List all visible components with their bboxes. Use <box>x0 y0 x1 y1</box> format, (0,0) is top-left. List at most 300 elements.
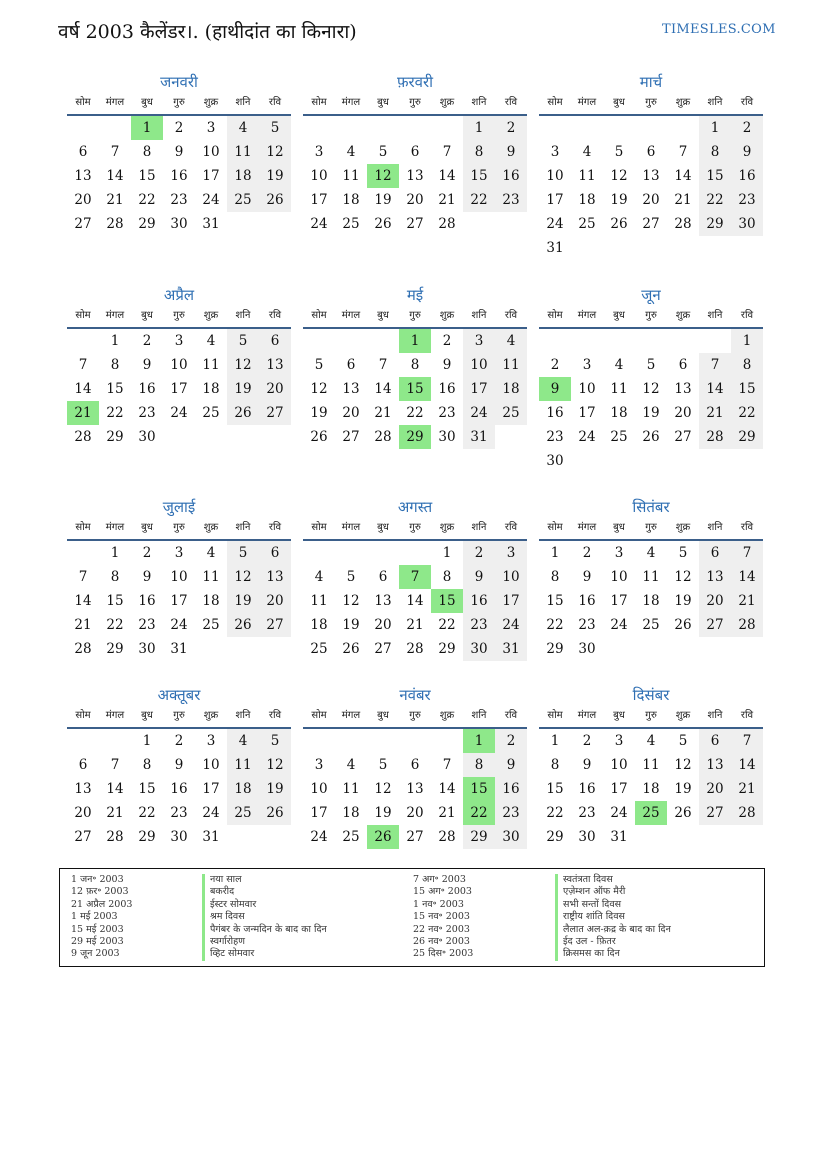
day-cell: 29 <box>546 829 564 845</box>
day-cell: 25 <box>310 641 328 657</box>
day-cell: 9 <box>582 569 592 585</box>
day-cell: 12 <box>227 353 259 377</box>
month-block <box>539 70 763 260</box>
day-cell: 13 <box>406 168 424 184</box>
day-cell: 30 <box>438 429 456 445</box>
day-cell: 26 <box>674 617 692 633</box>
weekday-label: बुध <box>377 97 389 108</box>
day-cell: 21 <box>674 192 692 208</box>
weekday-label: रवि <box>504 522 518 533</box>
day-cell: 25 <box>578 216 596 232</box>
day-cell: 25 <box>227 188 259 212</box>
holiday-day-cell: 9 <box>539 377 571 401</box>
day-cell: 14 <box>699 377 731 401</box>
holiday-dates-right <box>413 874 473 961</box>
day-cell: 10 <box>170 357 188 373</box>
day-cell: 16 <box>138 381 156 397</box>
day-cell: 2 <box>142 545 152 561</box>
empty-cell <box>99 116 131 140</box>
day-cell: 20 <box>374 617 392 633</box>
day-cell: 22 <box>699 188 731 212</box>
day-cell: 6 <box>699 729 731 753</box>
day-cell: 27 <box>406 216 424 232</box>
day-grid <box>303 329 527 449</box>
empty-cell <box>367 329 399 353</box>
month-block <box>539 683 763 849</box>
day-cell: 29 <box>438 641 456 657</box>
day-cell: 29 <box>463 825 495 849</box>
holiday-dates-left <box>71 874 132 961</box>
day-cell: 10 <box>170 569 188 585</box>
day-cell: 27 <box>374 641 392 657</box>
empty-cell <box>259 637 291 661</box>
day-cell: 2 <box>495 116 527 140</box>
empty-cell <box>163 425 195 449</box>
empty-cell <box>399 541 431 565</box>
day-cell: 28 <box>674 216 692 232</box>
day-cell: 18 <box>202 593 220 609</box>
weekday-label: मंगल <box>105 710 125 721</box>
day-cell: 30 <box>731 212 763 236</box>
weekday-label: मंगल <box>341 710 361 721</box>
month-name: सितंबर <box>632 498 670 516</box>
day-cell: 14 <box>731 753 763 777</box>
day-cell: 19 <box>674 781 692 797</box>
weekday-label: रवि <box>268 522 282 533</box>
day-cell: 19 <box>610 192 628 208</box>
holiday-day-cell: 29 <box>399 425 431 449</box>
empty-cell <box>667 116 699 140</box>
day-cell: 30 <box>138 641 156 657</box>
day-cell: 24 <box>310 216 328 232</box>
day-cell: 28 <box>74 429 92 445</box>
day-cell: 23 <box>170 192 188 208</box>
day-cell: 13 <box>674 381 692 397</box>
day-cell: 5 <box>614 144 624 160</box>
day-cell: 5 <box>678 733 688 749</box>
day-grid <box>303 541 527 661</box>
weekday-label: रवि <box>504 310 518 321</box>
day-cell: 28 <box>699 425 731 449</box>
empty-cell <box>571 449 603 473</box>
day-cell: 27 <box>642 216 660 232</box>
day-cell: 26 <box>310 429 328 445</box>
weekday-label: रवि <box>504 710 518 721</box>
weekday-label: गुरु <box>173 310 185 321</box>
day-cell: 7 <box>731 729 763 753</box>
empty-cell <box>699 825 731 849</box>
empty-cell <box>571 116 603 140</box>
empty-cell <box>335 329 367 353</box>
day-cell: 18 <box>578 192 596 208</box>
day-cell: 22 <box>106 405 124 421</box>
day-cell: 1 <box>463 116 495 140</box>
day-cell: 19 <box>227 377 259 401</box>
weekday-label: गुरु <box>409 710 421 721</box>
day-cell: 24 <box>202 805 220 821</box>
day-cell: 13 <box>74 168 92 184</box>
day-cell: 26 <box>642 429 660 445</box>
weekday-label: सोम <box>311 310 327 321</box>
day-cell: 3 <box>463 329 495 353</box>
day-cell: 24 <box>170 617 188 633</box>
day-cell: 28 <box>406 641 424 657</box>
weekday-label: रवि <box>740 97 754 108</box>
weekday-label: शुक्र <box>203 710 219 721</box>
day-cell: 30 <box>578 641 596 657</box>
weekday-header <box>303 94 527 116</box>
weekday-label: मंगल <box>577 522 597 533</box>
day-cell: 18 <box>342 192 360 208</box>
day-cell: 22 <box>138 805 156 821</box>
weekday-label: सोम <box>547 522 563 533</box>
day-cell: 6 <box>646 144 656 160</box>
empty-cell <box>667 449 699 473</box>
day-cell: 11 <box>495 353 527 377</box>
day-cell: 6 <box>678 357 688 373</box>
day-cell: 3 <box>206 733 216 749</box>
day-cell: 2 <box>442 333 452 349</box>
day-cell: 8 <box>463 140 495 164</box>
empty-cell <box>67 729 99 753</box>
holiday-day-cell: 1 <box>399 329 431 353</box>
empty-cell <box>699 449 731 473</box>
day-cell: 19 <box>259 164 291 188</box>
day-grid <box>539 116 763 260</box>
weekday-label: बुध <box>141 97 153 108</box>
day-cell: 18 <box>642 593 660 609</box>
weekday-header <box>539 707 763 729</box>
weekday-label: शनि <box>707 710 723 721</box>
day-cell: 4 <box>206 333 216 349</box>
weekday-label: शनि <box>235 522 251 533</box>
empty-cell <box>303 116 335 140</box>
day-cell: 27 <box>406 829 424 845</box>
empty-cell <box>367 116 399 140</box>
day-cell: 31 <box>546 240 564 256</box>
weekday-label: शनि <box>707 522 723 533</box>
day-cell: 9 <box>731 140 763 164</box>
day-cell: 20 <box>642 192 660 208</box>
day-cell: 17 <box>202 781 220 797</box>
day-cell: 3 <box>614 545 624 561</box>
day-cell: 17 <box>463 377 495 401</box>
day-cell: 28 <box>374 429 392 445</box>
weekday-label: रवि <box>504 97 518 108</box>
day-cell: 30 <box>578 829 596 845</box>
day-cell: 2 <box>174 733 184 749</box>
day-cell: 3 <box>314 144 324 160</box>
day-cell: 29 <box>138 216 156 232</box>
weekday-label: गुरु <box>645 522 657 533</box>
holiday-day-cell: 15 <box>463 777 495 801</box>
weekday-header <box>67 94 291 116</box>
day-cell: 21 <box>74 617 92 633</box>
day-cell: 8 <box>550 569 560 585</box>
day-cell: 18 <box>202 381 220 397</box>
day-cell: 4 <box>346 757 356 773</box>
holiday-day-cell: 15 <box>399 377 431 401</box>
day-cell: 11 <box>642 757 660 773</box>
holiday-name: पैगंबर के जन्मदिन के बाद का दिन <box>202 924 327 936</box>
day-cell: 23 <box>138 405 156 421</box>
day-cell: 28 <box>731 613 763 637</box>
day-cell: 31 <box>170 641 188 657</box>
day-cell: 8 <box>699 140 731 164</box>
day-cell: 23 <box>546 429 564 445</box>
month-name: मार्च <box>639 73 663 91</box>
day-cell: 7 <box>110 144 120 160</box>
day-cell: 21 <box>374 405 392 421</box>
day-cell: 28 <box>731 801 763 825</box>
empty-cell <box>335 541 367 565</box>
weekday-label: गुरु <box>409 310 421 321</box>
day-cell: 10 <box>202 757 220 773</box>
day-cell: 1 <box>142 733 152 749</box>
day-cell: 21 <box>731 777 763 801</box>
empty-cell <box>399 729 431 753</box>
day-cell: 2 <box>495 729 527 753</box>
holiday-date: 7 अग॰ 2003 <box>413 874 466 885</box>
day-cell: 10 <box>463 353 495 377</box>
day-cell: 29 <box>106 641 124 657</box>
month-name: अक्तूबर <box>157 686 201 704</box>
weekday-label: शुक्र <box>675 522 691 533</box>
day-cell: 9 <box>495 753 527 777</box>
day-cell: 27 <box>259 613 291 637</box>
day-cell: 5 <box>259 729 291 753</box>
weekday-label: मंगल <box>341 310 361 321</box>
day-cell: 1 <box>442 545 452 561</box>
day-cell: 1 <box>699 116 731 140</box>
empty-cell <box>67 116 99 140</box>
weekday-label: गुरु <box>645 710 657 721</box>
weekday-label: मंगल <box>341 522 361 533</box>
holiday-date: 15 अग॰ 2003 <box>413 886 472 898</box>
day-cell: 4 <box>582 144 592 160</box>
empty-cell <box>431 729 463 753</box>
day-cell: 20 <box>259 589 291 613</box>
day-cell: 20 <box>699 589 731 613</box>
day-cell: 5 <box>314 357 324 373</box>
day-cell: 18 <box>227 164 259 188</box>
day-cell: 5 <box>227 541 259 565</box>
day-cell: 17 <box>310 805 328 821</box>
day-grid <box>539 329 763 473</box>
day-cell: 15 <box>731 377 763 401</box>
empty-cell <box>603 116 635 140</box>
day-cell: 23 <box>495 188 527 212</box>
day-cell: 19 <box>642 405 660 421</box>
weekday-label: रवि <box>740 310 754 321</box>
empty-cell <box>667 329 699 353</box>
day-cell: 27 <box>74 829 92 845</box>
day-cell: 15 <box>106 593 124 609</box>
empty-cell <box>731 449 763 473</box>
day-cell: 15 <box>138 781 156 797</box>
empty-cell <box>99 729 131 753</box>
day-cell: 14 <box>731 565 763 589</box>
empty-cell <box>335 116 367 140</box>
day-cell: 20 <box>674 405 692 421</box>
day-cell: 26 <box>610 216 628 232</box>
day-cell: 16 <box>495 164 527 188</box>
weekday-label: शनि <box>707 97 723 108</box>
weekday-label: गुरु <box>409 522 421 533</box>
day-cell: 3 <box>206 120 216 136</box>
empty-cell <box>731 637 763 661</box>
weekday-label: मंगल <box>105 310 125 321</box>
weekday-label: मंगल <box>577 310 597 321</box>
day-cell: 24 <box>546 216 564 232</box>
empty-cell <box>635 825 667 849</box>
weekday-label: शनि <box>471 310 487 321</box>
holiday-name: ईस्टर सोमवार <box>202 899 327 911</box>
day-cell: 6 <box>378 569 388 585</box>
day-cell: 3 <box>495 541 527 565</box>
day-cell: 13 <box>74 781 92 797</box>
day-cell: 5 <box>259 116 291 140</box>
brand-link[interactable]: TIMESLES.COM <box>662 22 776 37</box>
month-block <box>67 70 291 236</box>
month-name: फ़रवरी <box>396 73 434 91</box>
day-cell: 26 <box>342 641 360 657</box>
day-cell: 12 <box>642 381 660 397</box>
day-cell: 23 <box>578 617 596 633</box>
day-cell: 20 <box>406 192 424 208</box>
month-block <box>303 283 527 449</box>
day-cell: 21 <box>699 401 731 425</box>
day-cell: 12 <box>259 753 291 777</box>
day-cell: 27 <box>699 613 731 637</box>
day-grid <box>67 329 291 449</box>
day-cell: 25 <box>642 617 660 633</box>
day-cell: 13 <box>342 381 360 397</box>
weekday-label: शनि <box>471 97 487 108</box>
day-cell: 12 <box>374 781 392 797</box>
day-cell: 14 <box>106 168 124 184</box>
holiday-name: स्वतंत्रता दिवस <box>555 874 671 886</box>
weekday-label: सोम <box>75 310 91 321</box>
empty-cell <box>603 329 635 353</box>
holiday-name: ईद उल - फ़ितर <box>555 936 671 948</box>
day-cell: 29 <box>699 212 731 236</box>
weekday-label: रवि <box>268 310 282 321</box>
day-cell: 30 <box>495 825 527 849</box>
day-cell: 4 <box>206 545 216 561</box>
weekday-label: गुरु <box>173 710 185 721</box>
holiday-name: बकरीद <box>202 886 327 898</box>
month-name: जुलाई <box>162 498 196 516</box>
day-cell: 6 <box>410 757 420 773</box>
day-grid <box>539 729 763 849</box>
day-cell: 12 <box>342 593 360 609</box>
empty-cell <box>603 637 635 661</box>
day-cell: 15 <box>546 781 564 797</box>
day-cell: 31 <box>202 216 220 232</box>
weekday-header <box>539 307 763 329</box>
day-cell: 10 <box>310 781 328 797</box>
day-cell: 12 <box>674 569 692 585</box>
day-cell: 12 <box>674 757 692 773</box>
day-cell: 20 <box>406 805 424 821</box>
day-cell: 27 <box>342 429 360 445</box>
day-cell: 13 <box>259 565 291 589</box>
day-cell: 15 <box>699 164 731 188</box>
day-cell: 5 <box>227 329 259 353</box>
day-cell: 26 <box>259 188 291 212</box>
day-cell: 8 <box>410 357 420 373</box>
empty-cell <box>731 825 763 849</box>
day-cell: 11 <box>578 168 596 184</box>
holiday-name: सभी सन्तों दिवस <box>555 899 671 911</box>
weekday-label: सोम <box>75 522 91 533</box>
month-block <box>67 283 291 449</box>
day-cell: 8 <box>142 757 152 773</box>
empty-cell <box>699 637 731 661</box>
day-cell: 6 <box>78 757 88 773</box>
day-cell: 8 <box>442 569 452 585</box>
day-cell: 22 <box>731 401 763 425</box>
day-cell: 2 <box>550 357 560 373</box>
day-grid <box>67 541 291 661</box>
day-cell: 11 <box>642 569 660 585</box>
weekday-label: शनि <box>235 710 251 721</box>
empty-cell <box>463 212 495 236</box>
holiday-date: 15 नव॰ 2003 <box>413 911 470 923</box>
empty-cell <box>667 825 699 849</box>
weekday-label: शुक्र <box>439 97 455 108</box>
weekday-label: मंगल <box>105 522 125 533</box>
day-cell: 2 <box>582 733 592 749</box>
day-cell: 19 <box>259 777 291 801</box>
empty-cell <box>495 212 527 236</box>
empty-cell <box>571 329 603 353</box>
month-block <box>67 683 291 849</box>
day-cell: 16 <box>438 381 456 397</box>
weekday-label: गुरु <box>173 97 185 108</box>
weekday-header <box>303 307 527 329</box>
day-cell: 22 <box>406 405 424 421</box>
day-cell: 14 <box>438 781 456 797</box>
day-cell: 16 <box>463 589 495 613</box>
holiday-date: 26 नव॰ 2003 <box>413 935 470 947</box>
day-cell: 5 <box>346 569 356 585</box>
day-cell: 19 <box>342 617 360 633</box>
day-cell: 5 <box>378 757 388 773</box>
day-cell: 17 <box>202 168 220 184</box>
day-cell: 3 <box>550 144 560 160</box>
empty-cell <box>259 212 291 236</box>
empty-cell <box>431 116 463 140</box>
weekday-header <box>539 94 763 116</box>
day-cell: 26 <box>259 801 291 825</box>
weekday-label: सोम <box>547 97 563 108</box>
empty-cell <box>667 236 699 260</box>
weekday-header <box>303 519 527 541</box>
day-cell: 22 <box>138 192 156 208</box>
day-grid <box>303 116 527 236</box>
page-title: वर्ष 2003 कैलेंडर।. (हाथीदांत का किनारा) <box>58 21 357 43</box>
holiday-date: 1 जन॰ 2003 <box>71 874 124 885</box>
weekday-label: रवि <box>740 710 754 721</box>
day-cell: 4 <box>646 733 656 749</box>
day-cell: 9 <box>142 569 152 585</box>
empty-cell <box>635 329 667 353</box>
day-grid <box>539 541 763 661</box>
day-cell: 1 <box>550 545 560 561</box>
day-cell: 13 <box>642 168 660 184</box>
